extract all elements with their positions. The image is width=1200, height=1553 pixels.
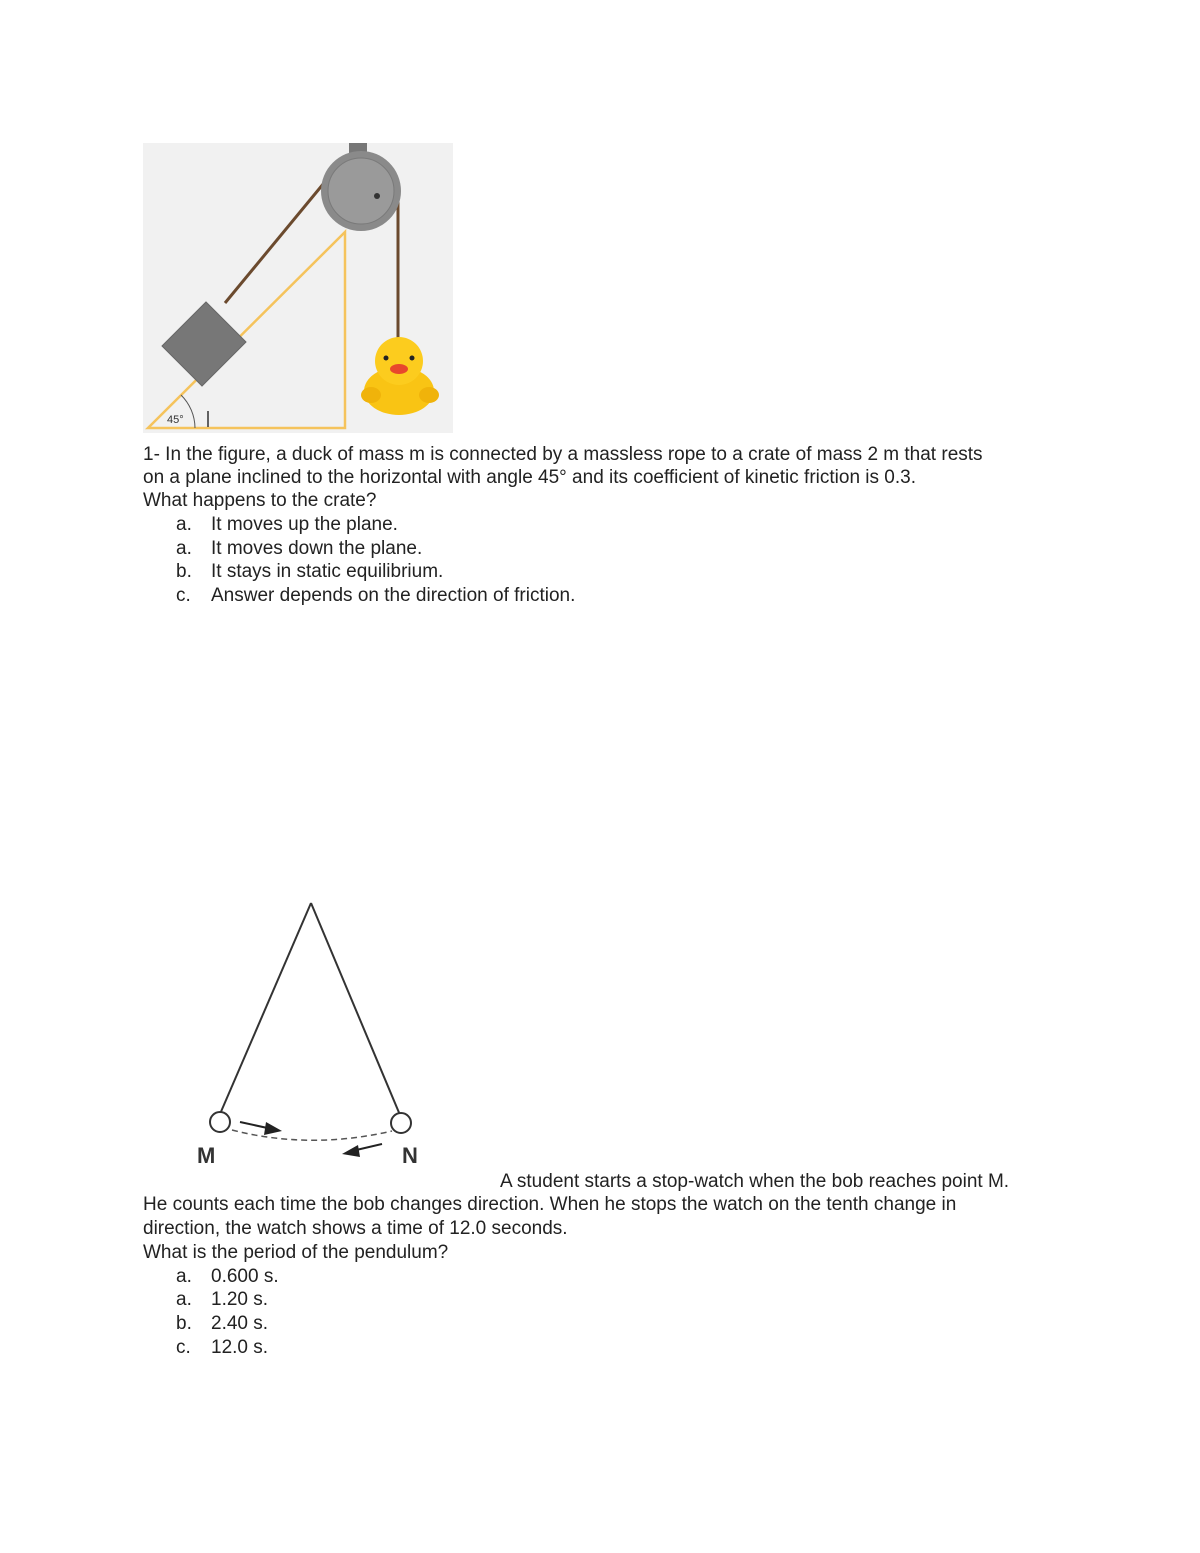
pulley-axle bbox=[374, 193, 380, 199]
option-text: 0.600 s. bbox=[211, 1266, 279, 1287]
question2-option-4[interactable] bbox=[176, 1336, 268, 1360]
question1-option-2[interactable] bbox=[176, 537, 422, 561]
option-letter: a. bbox=[176, 1289, 192, 1310]
option-text: 2.40 s. bbox=[211, 1313, 269, 1334]
option-letter: b. bbox=[176, 1313, 192, 1334]
question1-option-3[interactable] bbox=[176, 560, 443, 584]
arrow-right-icon bbox=[264, 1122, 282, 1135]
question2-stem-line1: A student starts a stop-watch when the bob reaches point M. bbox=[500, 1171, 1010, 1192]
duck-beak bbox=[390, 364, 408, 374]
question1-option-1[interactable] bbox=[176, 513, 398, 537]
option-letter: c. bbox=[176, 585, 191, 606]
option-letter: b. bbox=[176, 561, 192, 582]
option-text: It stays in static equilibrium. bbox=[211, 561, 444, 582]
question2-option-3[interactable] bbox=[176, 1312, 268, 1336]
question1-prompt: What happens to the crate? bbox=[143, 490, 377, 511]
swing-path bbox=[232, 1130, 392, 1140]
duck-wing-left bbox=[361, 387, 381, 403]
duck-head bbox=[375, 337, 423, 385]
option-letter: c. bbox=[176, 1337, 191, 1358]
arrow-left-icon bbox=[342, 1145, 360, 1157]
question1-option-4[interactable] bbox=[176, 584, 575, 608]
option-text: It moves down the plane. bbox=[211, 538, 423, 559]
question1-stem-line2: on a plane inclined to the horizontal with angle 45° and its coefficient of kinetic friction is 0.3. bbox=[143, 467, 916, 488]
duck-wing-right bbox=[419, 387, 439, 403]
question2-stem-line2: He counts each time the bob changes direction. When he stops the watch on the tenth change in bbox=[143, 1194, 957, 1215]
incline-pulley-figure bbox=[143, 143, 453, 433]
question2-option-2[interactable] bbox=[176, 1288, 268, 1312]
label-m: M bbox=[197, 1143, 216, 1168]
duck-eye-left bbox=[384, 356, 389, 361]
question2-stem-line3: direction, the watch shows a time of 12.0 seconds. bbox=[143, 1218, 568, 1239]
question2-option-1[interactable] bbox=[176, 1265, 279, 1289]
option-text: It moves up the plane. bbox=[211, 514, 398, 535]
bob-m bbox=[210, 1112, 230, 1132]
option-letter: a. bbox=[176, 1266, 192, 1287]
pendulum-figure bbox=[190, 895, 440, 1170]
pendulum-string-right bbox=[311, 903, 400, 1115]
bob-n bbox=[391, 1113, 411, 1133]
pendulum-string-left bbox=[220, 903, 311, 1114]
question2-prompt: What is the period of the pendulum? bbox=[143, 1242, 449, 1263]
option-text: 1.20 s. bbox=[211, 1289, 269, 1310]
option-letter: a. bbox=[176, 514, 192, 535]
option-text: Answer depends on the direction of friction. bbox=[211, 585, 576, 606]
duck-eye-right bbox=[410, 356, 415, 361]
option-text: 12.0 s. bbox=[211, 1337, 269, 1358]
angle-label: 45° bbox=[167, 414, 184, 426]
pulley-inner bbox=[328, 158, 394, 224]
option-letter: a. bbox=[176, 538, 192, 559]
label-n: N bbox=[402, 1143, 418, 1168]
question1-stem-line1: 1- In the figure, a duck of mass m is connected by a massless rope to a crate of mass 2 m that rests bbox=[143, 444, 983, 465]
